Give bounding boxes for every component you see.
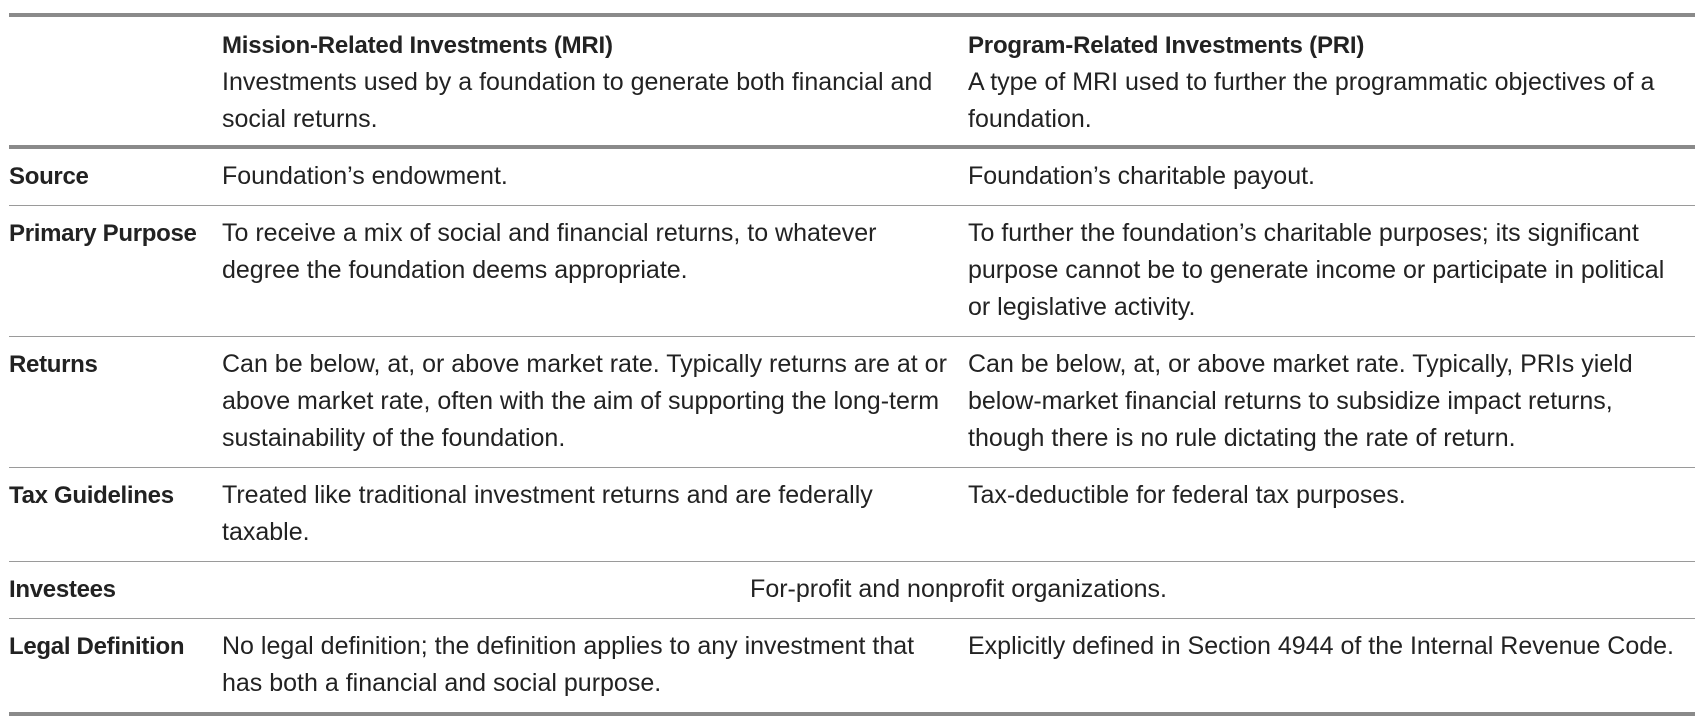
table-row-source [9,147,1695,206]
row-label-legal-definition: Legal Definition [9,633,185,660]
pri-column-description: A type of MRI used to further the programmatic objectives of a foundation. [968,68,1655,133]
mri-cell-primary-purpose: To receive a mix of social and financial returns, to whatever degree the foundation deems appropriate. [222,219,877,284]
mri-cell-legal-definition: No legal definition; the definition applies to any investment that has both a financial and social purpose. [222,632,915,697]
mri-cell-returns: Can be below, at, or above market rate. Typically returns are at or above market rate, often with the aim of supporting the long-term sustainability of the foundation. [222,350,947,452]
table-row-tax-guidelines [9,468,1695,562]
pri-cell-returns: Can be below, at, or above market rate. Typically, PRIs yield below-market financial returns to subsidize impact returns, though there is no rule dictating the rate of return. [968,350,1633,452]
mri-column-title: Mission-Related Investments (MRI) [222,32,613,59]
pri-cell-source: Foundation’s charitable payout. [968,162,1315,190]
row-label-primary-purpose: Primary Purpose [9,220,197,247]
pri-cell-legal-definition: Explicitly defined in Section 4944 of the Internal Revenue Code. [968,632,1675,660]
table-row-returns [9,337,1695,468]
row-label-source: Source [9,163,89,190]
pri-column-title: Program-Related Investments (PRI) [968,32,1365,59]
table-body [9,147,1695,714]
table-row-investees [9,562,1695,619]
row-label-tax-guidelines: Tax Guidelines [9,482,174,509]
table-row-legal-definition [9,619,1695,715]
header-row [9,15,1695,147]
pri-cell-tax-guidelines: Tax-deductible for federal tax purposes. [968,481,1406,509]
table-header [9,15,1695,147]
header-mri-cell [222,15,968,147]
mri-cell-tax-guidelines: Treated like traditional investment returns and are federally taxable. [222,481,873,546]
row-label-returns: Returns [9,351,98,378]
header-pri-cell [968,15,1695,147]
header-empty-cell [9,15,222,147]
table-row-primary-purpose [9,206,1695,337]
mri-pri-comparison-table [9,13,1695,716]
row-label-investees: Investees [9,576,116,603]
mri-cell-source: Foundation’s endowment. [222,162,508,190]
comparison-table-container [9,13,1695,716]
pri-cell-primary-purpose: To further the foundation’s charitable purposes; its significant purpose cannot be to generate income or participate in political or legislative activity. [968,219,1665,321]
mri-column-description: Investments used by a foundation to generate both financial and social returns. [222,68,933,133]
shared-cell-investees: For-profit and nonprofit organizations. [750,575,1167,603]
